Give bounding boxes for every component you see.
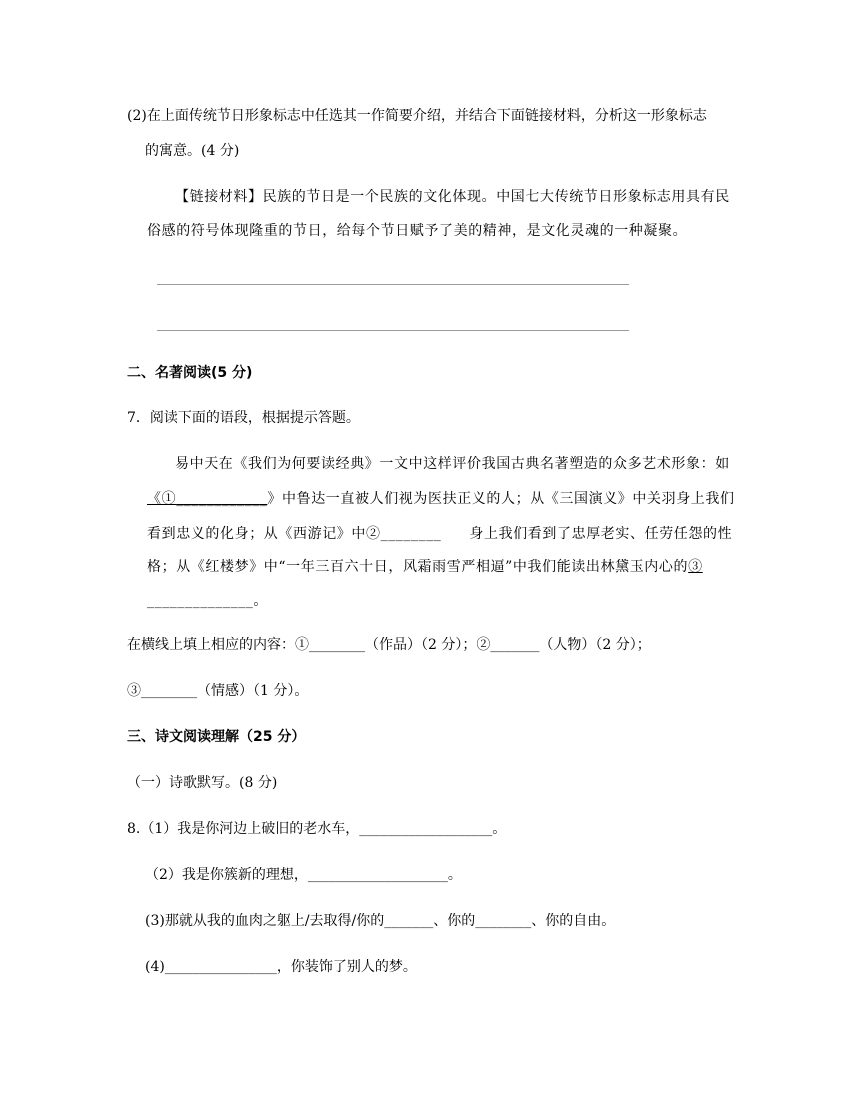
passage-line-3-text: 看到忠义的化身；从《西游记》中 xyxy=(147,526,366,542)
answer-line-2[interactable] xyxy=(157,330,629,331)
passage-line-3-tail: 身上我们看到了忠厚老实、任劳任怨的性 xyxy=(469,526,733,542)
fill-blank-2-hint: （人物）（2 分）； xyxy=(539,637,651,653)
blank-2[interactable]: ②________ xyxy=(366,526,442,542)
passage-line-2 xyxy=(147,489,735,509)
section-2-title: 二、名著阅读(5 分) xyxy=(127,365,253,381)
question-6-2-line-1: (2)在上面传统节日形象标志中任选其一作简要介绍，并结合下面链接材料，分析这一形象标志 xyxy=(127,108,707,124)
blank-1-open: 《① xyxy=(147,491,177,507)
fill-instruction-line-2 xyxy=(127,681,308,701)
fill-blank-1[interactable]: ①________ xyxy=(295,637,365,653)
fill-instruction-text: 在横线上填上相应的内容： xyxy=(127,637,295,653)
blank-1[interactable]: ____________ xyxy=(176,491,268,507)
question-8-3: (3)那就从我的血肉之躯上/去取得/你的_______、你的________、你的自由。 xyxy=(145,913,616,929)
section-3-title: 三、诗文阅读理解（25 分） xyxy=(127,729,306,745)
passage-line-2-text: 》中鲁达一直被人们视为医扶正义的人；从《三国演义》中关羽身上我们 xyxy=(267,491,735,507)
fill-blank-1-hint: （作品）（2 分）； xyxy=(365,637,477,653)
link-material-line-1: 【链接材料】民族的节日是一个民族的文化体现。中国七大传统节日形象标志用具有民 xyxy=(175,189,730,205)
question-8-1: 8.（1）我是你河边上破旧的老水车，___________________。 xyxy=(127,821,507,837)
question-8-2: （2）我是你簇新的理想，____________________。 xyxy=(145,867,462,883)
subsection-1-title: （一）诗歌默写。(8 分) xyxy=(127,775,278,791)
question-8-4: (4)________________，你装饰了别人的梦。 xyxy=(145,959,417,975)
fill-blank-2[interactable]: ②_______ xyxy=(476,637,540,653)
passage-line-4 xyxy=(147,557,703,577)
link-material-line-2: 俗感的符号体现隆重的节日，给每个节日赋予了美的精神，是文化灵魂的一种凝聚。 xyxy=(147,223,688,239)
passage-line-1: 易中天在《我们为何要读经典》一文中这样评价我国古典名著塑造的众多艺术形象：如 xyxy=(175,456,730,472)
question-6-2-line-2: 的寓意。(4 分) xyxy=(145,143,240,159)
fill-blank-3-hint: （情感）（1 分）。 xyxy=(197,683,309,699)
blank-3-marker: ③ xyxy=(688,559,703,575)
fill-blank-3[interactable]: ③________ xyxy=(127,683,197,699)
answer-line-1[interactable] xyxy=(157,284,629,285)
question-7-stem: 7．阅读下面的语段，根据提示答题。 xyxy=(127,410,360,426)
passage-line-3 xyxy=(147,524,732,544)
fill-instruction-line-1 xyxy=(127,635,651,655)
blank-3[interactable]: ______________。 xyxy=(147,593,268,609)
passage-line-4-text: 格；从《红楼梦》中“一年三百六十日，风霜雨雪严相逼”中我们能读出林黛玉内心的 xyxy=(147,559,689,575)
